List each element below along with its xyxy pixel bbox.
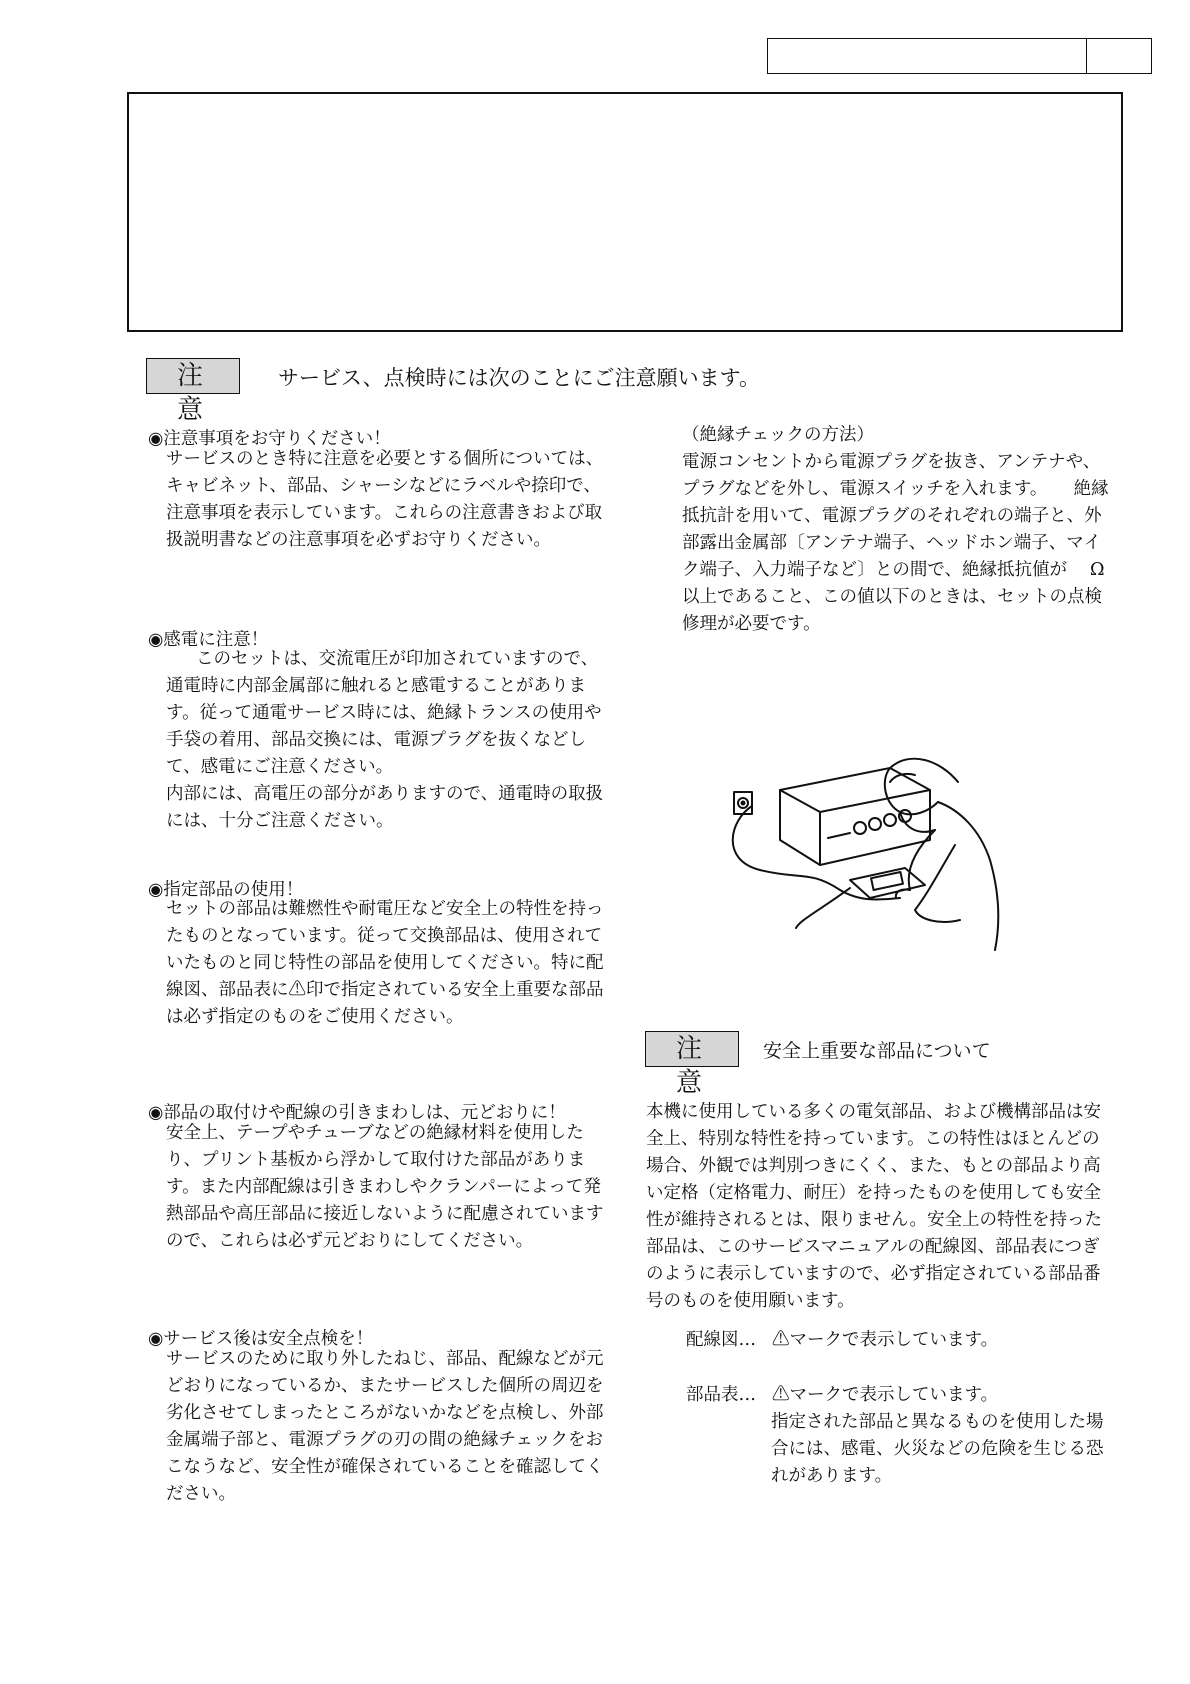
section-body-safety-check: サービスのために取り外したねじ、部品、配線などが元どおりになっているか、またサービスした個所の周辺を劣化させてしまったところがないかなどを点検し、外部金属端子部と、電源プラグの刃の間の絶縁チェックをおこなうなど、安全性が確保されていることを確認してください。	[166, 1349, 604, 1504]
section-body-reassembly: 安全上、テープやチューブなどの絶縁材料を使用したり、プリント基板から浮かして取付けた部品があります。また内部配線は引きまわしやクランパーによって発熱部品や高圧部品に接近しないように配慮されていますので、これらは必ず元どおりにしてください。	[166, 1123, 604, 1251]
section-title-specified-parts: ◉指定部品の使用！	[148, 880, 304, 900]
insulation-tester	[850, 868, 925, 898]
technician-figure	[885, 759, 998, 950]
section-title-safety-check: ◉サービス後は安全点検を！	[148, 1329, 374, 1349]
section-body-electric-shock: このセットは、交流電圧が印加されていますので、通電時に内部金属部に触れると感電することがあります。従って通電サービス時には、絶縁トランスの使用や手袋の着用、部品交換には、電源プラグを抜くなどして、感電にご注意ください。 内部には、高電圧の部分がありますので、通電時の取扱には、十分ご注意ください。	[166, 649, 604, 831]
caution-parts-body: 本機に使用している多くの電気部品、および機構部品は安全上、特別な特性を持っています。この特性はほとんどの場合、外観では判別つきにくく、また、もとの部品より高い定格（定格電力、耐圧）を持ったものを使用しても安全性が維持されるとは、限りません。安全上の特性を持った部品は、このサービスマニュアルの配線図、部品表につぎのように表示していますので、必ず指定されている部品番号のものを使用願います。	[646, 1102, 1103, 1311]
wiring-diagram-label: 配線図…	[686, 1330, 756, 1350]
test-lead	[796, 888, 850, 928]
insulation-check-title: （絶縁チェックの方法）	[682, 425, 874, 445]
parts-list-text: ⚠マークで表示しています。	[772, 1385, 999, 1405]
section-body-observe: サービスのとき特に注意を必要とする個所については、キャビネット、部品、シャーシなどにラベルや捺印で、注意事項を表示しています。これらの注意書きおよび取扱説明書などの注意事項を必ずお守りください。	[166, 449, 604, 550]
wall-outlet-icon	[734, 792, 752, 814]
section-title-reassembly: ◉部品の取付けや配線の引きまわしは、元どおりに！	[148, 1103, 566, 1123]
caution-heading-parts: 安全上重要な部品について	[763, 1040, 991, 1062]
model-number-box	[767, 38, 1152, 74]
section-title-observe: ◉注意事項をお守りください！	[148, 429, 391, 449]
caution-heading-main: サービス、点検時には次のことにご注意願います。	[278, 366, 760, 390]
caution-label-main: 注 意	[146, 358, 240, 394]
safety-title-box	[127, 92, 1123, 332]
wiring-diagram-text: ⚠マークで表示しています。	[772, 1330, 999, 1350]
parts-list-label: 部品表…	[686, 1385, 756, 1405]
model-box-divider	[1086, 39, 1087, 73]
insulation-check-body: 電源コンセントから電源プラグを抜き、アンテナや、プラグなどを外し、電源スイッチを入れます。 絶縁抵抗計を用いて、電源プラグのそれぞれの端子と、外部露出金属部〔アンテナ端子、ヘッドホン端子、マイク端子、入力端子など〕との間で、絶縁抵抗値が Ω以上であること、この値以下のときは、セットの点検修理が必要です。	[682, 452, 1109, 634]
parts-list-note: 指定された部品と異なるものを使用した場合には、感電、火災などの危険を生じる恐れがあります。	[771, 1412, 1104, 1486]
receiver-unit	[780, 768, 930, 865]
section-body-specified-parts: セットの部品は難燃性や耐電圧など安全上の特性を持ったものとなっています。従って交換部品は、使用されていたものと同じ特性の部品を使用してください。特に配線図、部品表に⚠印で指定されている安全上重要な部品は必ず指定のものをご使用ください。	[166, 899, 604, 1027]
caution-label-parts: 注 意	[645, 1031, 739, 1067]
insulation-test-illustration	[700, 720, 1020, 960]
section-title-electric-shock: ◉感電に注意！	[148, 630, 269, 650]
